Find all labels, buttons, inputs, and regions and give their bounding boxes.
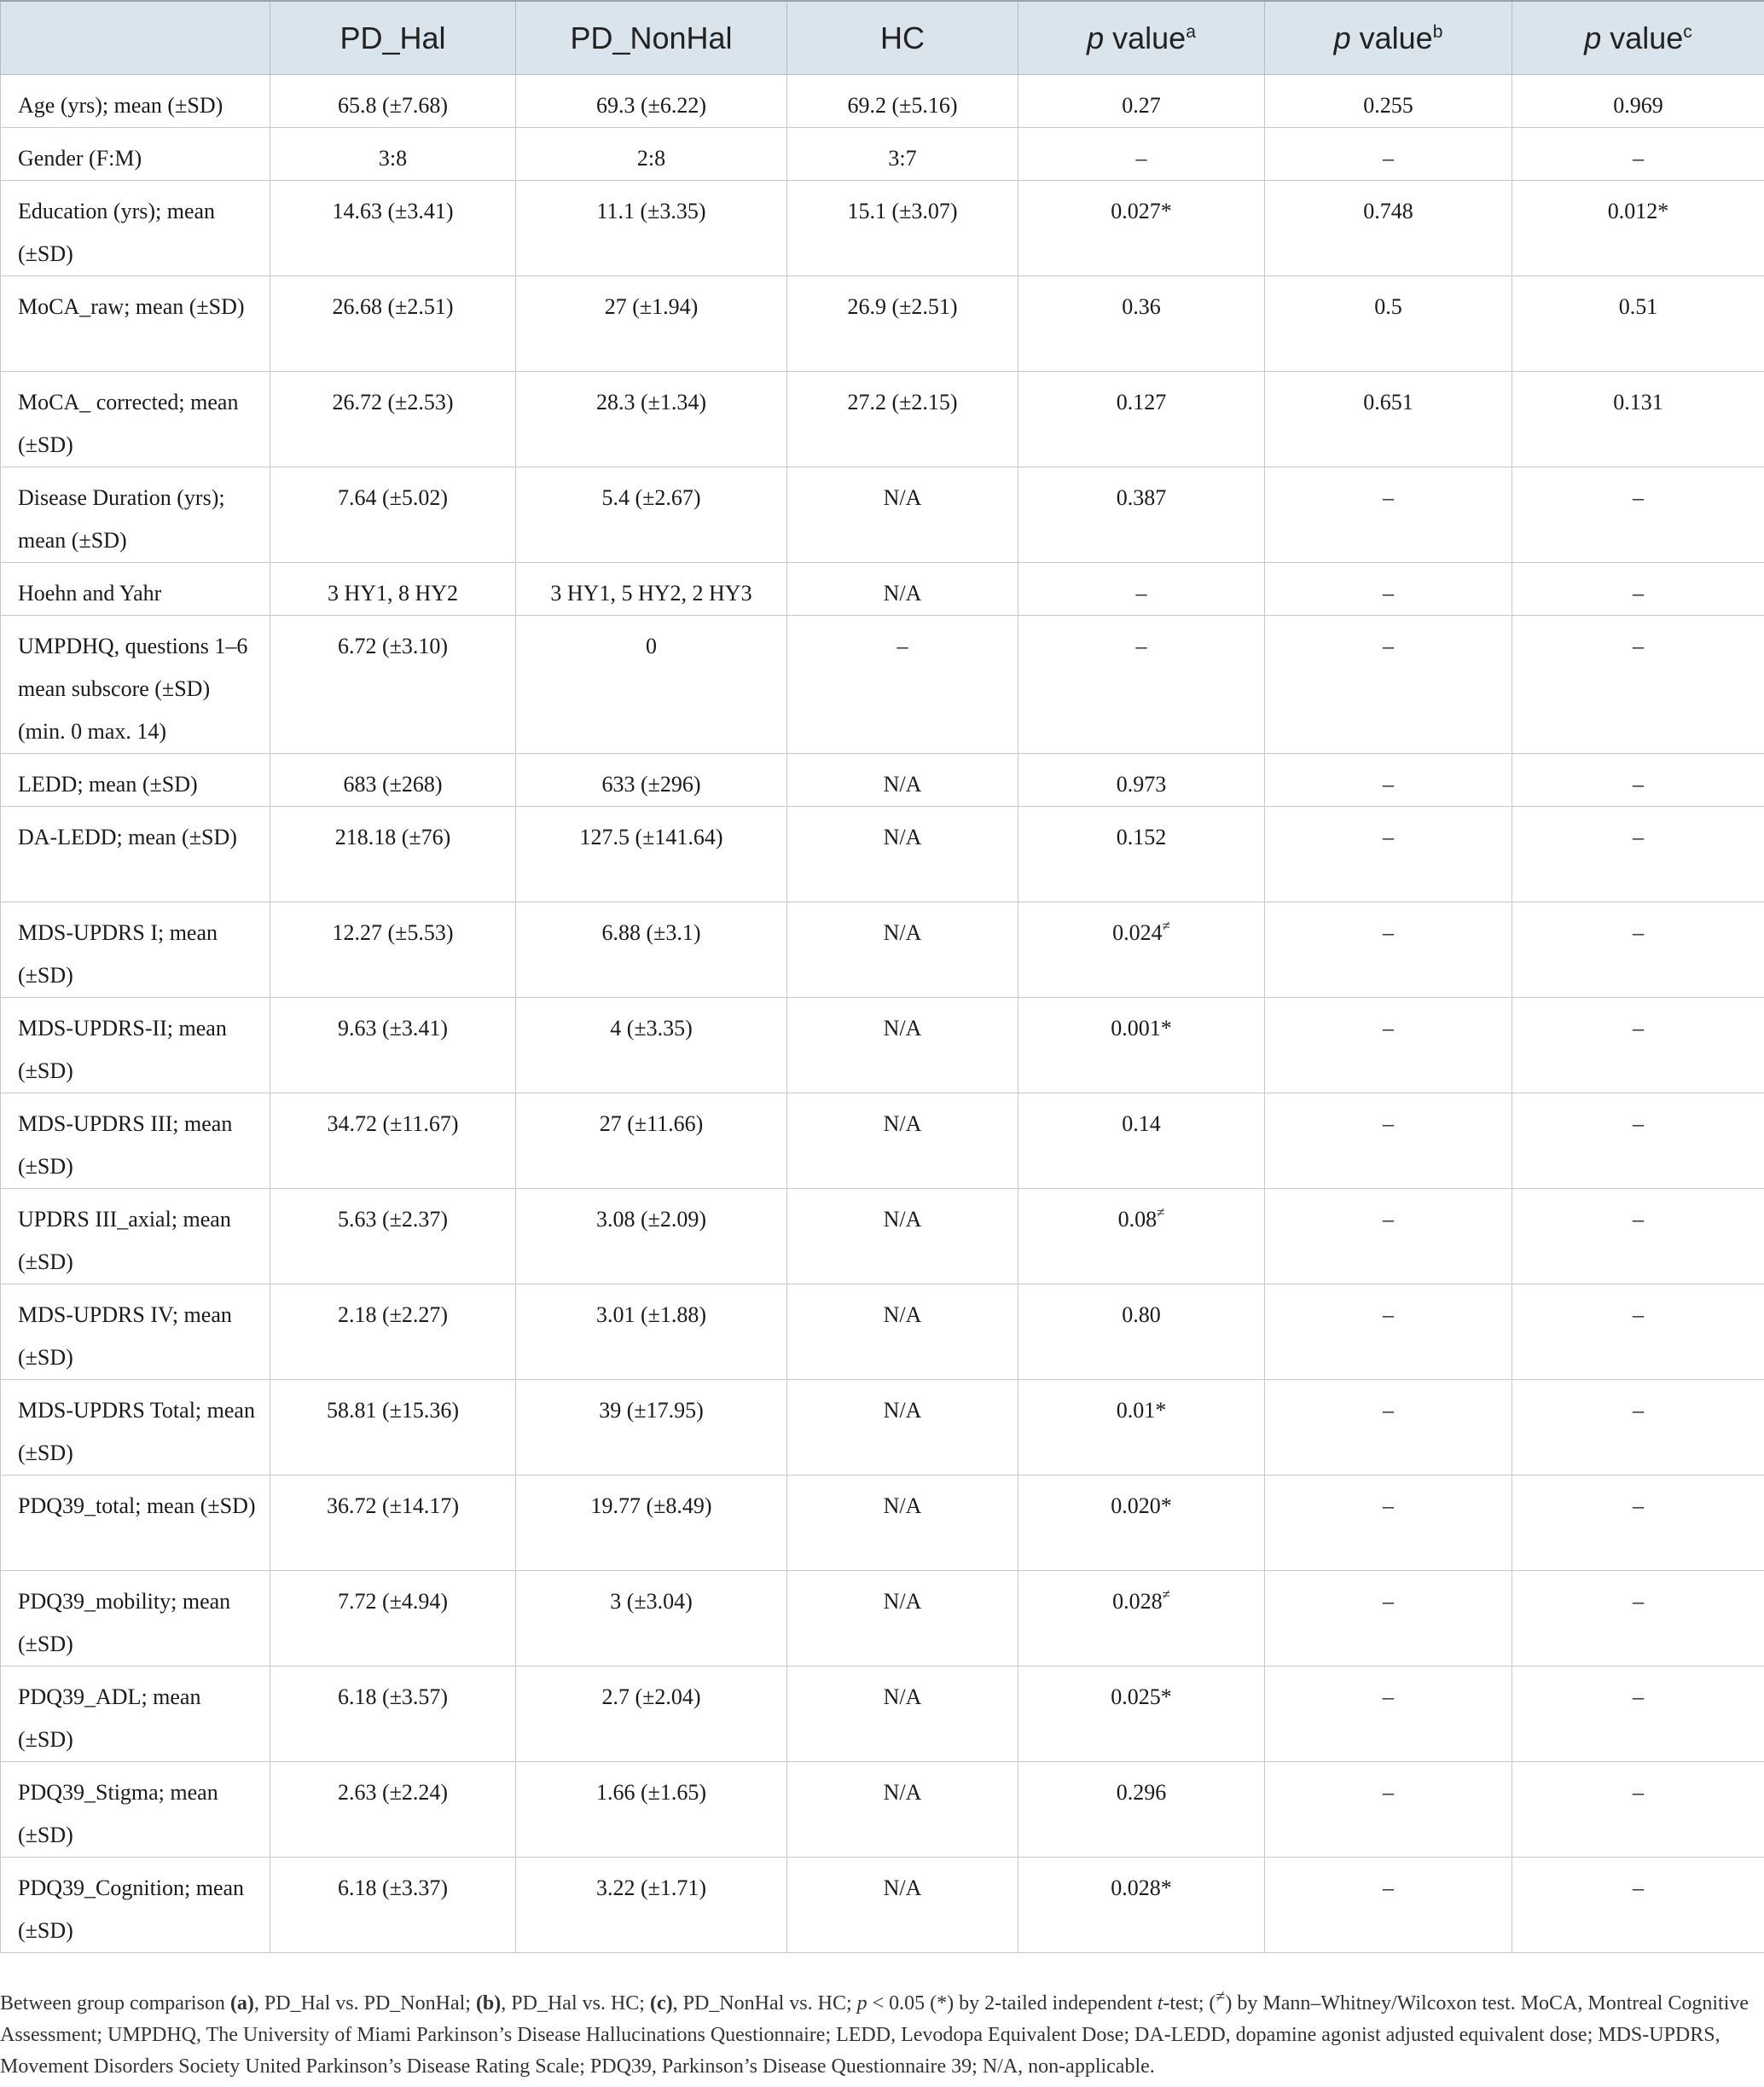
cell-hc: N/A	[787, 467, 1018, 563]
cell-p-value-b: –	[1265, 1284, 1512, 1380]
cell-p-value-a	[1018, 1762, 1265, 1858]
cell-p-value-b: 0.255	[1265, 75, 1512, 128]
cell-p-value-c: –	[1512, 616, 1764, 754]
cell-pd-hal: 58.81 (±15.36)	[270, 1380, 516, 1475]
p-value-a-text: 0.127	[1116, 390, 1167, 415]
p-value-a-mark: ≠	[1162, 918, 1170, 934]
table-row	[1, 563, 1764, 616]
cell-p-value-c: –	[1512, 128, 1764, 181]
table-row	[1, 1858, 1764, 1953]
cell-p-value-a	[1018, 276, 1265, 372]
cell-hc: 15.1 (±3.07)	[787, 181, 1018, 276]
cell-pd-hal: 2.18 (±2.27)	[270, 1284, 516, 1380]
cell-p-value-a	[1018, 1380, 1265, 1475]
footnote-p-italic: p	[856, 1992, 867, 2015]
cell-pd-hal: 26.72 (±2.53)	[270, 372, 516, 467]
table-row	[1, 1380, 1764, 1475]
cell-pd-hal: 2.63 (±2.24)	[270, 1762, 516, 1858]
footnote-text: , PD_Hal vs. HC;	[501, 1992, 650, 2015]
p-value-a-text: 0.020*	[1111, 1493, 1172, 1518]
cell-pd-nonhal: 2.7 (±2.04)	[516, 1667, 787, 1762]
table-row	[1, 276, 1764, 372]
cell-hc: –	[787, 616, 1018, 754]
cell-p-value-a	[1018, 807, 1265, 902]
row-label: Education (yrs); mean (±SD)	[1, 181, 270, 276]
cell-p-value-a	[1018, 1667, 1265, 1762]
cell-p-value-a	[1018, 998, 1265, 1093]
cell-p-value-c: –	[1512, 902, 1764, 998]
p-value-a-text: 0.024	[1112, 920, 1163, 945]
cell-hc: N/A	[787, 1475, 1018, 1571]
header-p-italic: p	[1333, 20, 1351, 55]
cell-pd-nonhal: 3.22 (±1.71)	[516, 1858, 787, 1953]
cell-p-value-b: 0.748	[1265, 181, 1512, 276]
footnote-text: Between group comparison	[0, 1992, 230, 2015]
cell-p-value-b: –	[1265, 1475, 1512, 1571]
cell-p-value-a	[1018, 616, 1265, 754]
cell-p-value-a	[1018, 1858, 1265, 1953]
p-value-a-text: 0.028	[1112, 1589, 1163, 1614]
cell-pd-hal: 683 (±268)	[270, 754, 516, 807]
table-row	[1, 467, 1764, 563]
cell-p-value-b: 0.5	[1265, 276, 1512, 372]
table-row	[1, 181, 1764, 276]
cell-p-value-a	[1018, 372, 1265, 467]
cell-p-value-c: –	[1512, 1762, 1764, 1858]
cell-p-value-c: –	[1512, 467, 1764, 563]
cell-pd-nonhal: 27 (±11.66)	[516, 1093, 787, 1189]
row-label: PDQ39_total; mean (±SD)	[1, 1475, 270, 1571]
cell-p-value-b: –	[1265, 1380, 1512, 1475]
p-value-a-text: 0.80	[1122, 1302, 1161, 1327]
cell-pd-nonhal: 19.77 (±8.49)	[516, 1475, 787, 1571]
header-pd-nonhal: PD_NonHal	[516, 1, 787, 75]
cell-p-value-c: –	[1512, 1093, 1764, 1189]
footnote-text: , PD_NonHal vs. HC;	[672, 1992, 857, 2015]
p-value-a-text: 0.08	[1117, 1207, 1158, 1232]
cell-pd-hal: 9.63 (±3.41)	[270, 998, 516, 1093]
cell-p-value-a	[1018, 754, 1265, 807]
cell-pd-nonhal: 6.88 (±3.1)	[516, 902, 787, 998]
row-label: Gender (F:M)	[1, 128, 270, 181]
footnote-text: -test; (	[1163, 1992, 1216, 2015]
cell-p-value-a	[1018, 1189, 1265, 1284]
cell-p-value-c: 0.131	[1512, 372, 1764, 467]
cell-hc: N/A	[787, 1571, 1018, 1667]
cell-pd-nonhal: 3 HY1, 5 HY2, 2 HY3	[516, 563, 787, 616]
cell-pd-hal: 5.63 (±2.37)	[270, 1189, 516, 1284]
cell-p-value-b: –	[1265, 1667, 1512, 1762]
p-value-a-mark: ≠	[1162, 1586, 1170, 1603]
table-row	[1, 128, 1764, 181]
cell-hc: N/A	[787, 998, 1018, 1093]
footnote-t-italic: t	[1157, 1992, 1163, 2015]
footnote-text: ) by Mann–Whitney/Wilcoxon test. MoCA, Montreal Cognitive Assessment; UMPDHQ, The University of Miami Parkinson’s Disease Hallucinations Questionnaire; LEDD, Levodopa Equivalent Dose; DA-LEDD, dopamine agonist adjusted equivalent dose; MDS-UPDRS, Movement Disorders Society United Parkinson’s Disease Rating Scale; PDQ39, Parkinson’s Disease Questionnaire 39; N/A, non-applicable.	[0, 1992, 1749, 2078]
cell-pd-nonhal: 5.4 (±2.67)	[516, 467, 787, 563]
p-value-a-text: 0.973	[1116, 772, 1167, 797]
header-stub	[1, 1, 270, 75]
cell-p-value-c: –	[1512, 1284, 1764, 1380]
header-row	[1, 1, 1764, 75]
cell-pd-hal: 34.72 (±11.67)	[270, 1093, 516, 1189]
cell-p-value-c: 0.969	[1512, 75, 1764, 128]
footnote-label-a: (a)	[229, 1992, 254, 2015]
cell-hc: N/A	[787, 1093, 1018, 1189]
table-row	[1, 1189, 1764, 1284]
cell-pd-hal: 14.63 (±3.41)	[270, 181, 516, 276]
cell-hc: N/A	[787, 807, 1018, 902]
p-value-a-text: –	[1135, 581, 1147, 606]
cell-pd-hal: 7.64 (±5.02)	[270, 467, 516, 563]
header-p-value-b	[1265, 1, 1512, 75]
p-value-a-text: 0.025*	[1111, 1684, 1172, 1709]
row-label: DA-LEDD; mean (±SD)	[1, 807, 270, 902]
table-row	[1, 807, 1764, 902]
row-label: MDS-UPDRS Total; mean (±SD)	[1, 1380, 270, 1475]
cell-p-value-c: –	[1512, 807, 1764, 902]
row-label: PDQ39_mobility; mean (±SD)	[1, 1571, 270, 1667]
row-label: UMPDHQ, questions 1–6 mean subscore (±SD) (min. 0 max. 14)	[1, 616, 270, 754]
header-pd-hal: PD_Hal	[270, 1, 516, 75]
cell-hc: N/A	[787, 1762, 1018, 1858]
row-label: Hoehn and Yahr	[1, 563, 270, 616]
table-row	[1, 616, 1764, 754]
cell-hc: N/A	[787, 902, 1018, 998]
row-label: LEDD; mean (±SD)	[1, 754, 270, 807]
header-sup-b: b	[1432, 21, 1443, 42]
cell-hc: 26.9 (±2.51)	[787, 276, 1018, 372]
cell-pd-hal: 3:8	[270, 128, 516, 181]
cell-pd-hal: 6.18 (±3.37)	[270, 1858, 516, 1953]
table-row	[1, 1093, 1764, 1189]
row-label: MoCA_raw; mean (±SD)	[1, 276, 270, 372]
row-label: MDS-UPDRS IV; mean (±SD)	[1, 1284, 270, 1380]
row-label: PDQ39_Cognition; mean (±SD)	[1, 1858, 270, 1953]
table-row	[1, 998, 1764, 1093]
cell-pd-nonhal: 3.08 (±2.09)	[516, 1189, 787, 1284]
cell-p-value-b: –	[1265, 754, 1512, 807]
cell-p-value-c: –	[1512, 1571, 1764, 1667]
table-row	[1, 1475, 1764, 1571]
table-row	[1, 1571, 1764, 1667]
row-label: Age (yrs); mean (±SD)	[1, 75, 270, 128]
footnote-text: , PD_Hal vs. PD_NonHal;	[253, 1992, 476, 2015]
header-p-value-a	[1018, 1, 1265, 75]
cell-hc: N/A	[787, 563, 1018, 616]
row-label: MDS-UPDRS I; mean (±SD)	[1, 902, 270, 998]
cell-pd-hal: 6.18 (±3.57)	[270, 1667, 516, 1762]
cell-p-value-b: –	[1265, 128, 1512, 181]
row-label: MDS-UPDRS-II; mean (±SD)	[1, 998, 270, 1093]
header-hc: HC	[787, 1, 1018, 75]
p-value-a-text: 0.296	[1116, 1780, 1167, 1805]
cell-p-value-b: –	[1265, 998, 1512, 1093]
cell-p-value-c: –	[1512, 563, 1764, 616]
footnote-label-c: (c)	[649, 1992, 673, 2015]
cell-hc: N/A	[787, 1380, 1018, 1475]
p-value-a-text: 0.387	[1116, 485, 1167, 510]
cell-pd-nonhal: 127.5 (±141.64)	[516, 807, 787, 902]
cell-p-value-b: 0.651	[1265, 372, 1512, 467]
row-label: UPDRS III_axial; mean (±SD)	[1, 1189, 270, 1284]
cell-hc: N/A	[787, 1189, 1018, 1284]
cell-p-value-a	[1018, 75, 1265, 128]
cell-pd-hal: 3 HY1, 8 HY2	[270, 563, 516, 616]
p-value-a-text: 0.27	[1122, 93, 1161, 118]
cell-p-value-c: –	[1512, 1189, 1764, 1284]
cell-pd-nonhal: 0	[516, 616, 787, 754]
p-value-a-text: 0.028*	[1111, 1875, 1172, 1900]
cell-p-value-a	[1018, 1284, 1265, 1380]
cell-pd-nonhal: 28.3 (±1.34)	[516, 372, 787, 467]
cell-hc: N/A	[787, 1284, 1018, 1380]
row-label: Disease Duration (yrs); mean (±SD)	[1, 467, 270, 563]
cell-pd-nonhal: 3 (±3.04)	[516, 1571, 787, 1667]
cell-pd-nonhal: 69.3 (±6.22)	[516, 75, 787, 128]
header-p-italic: p	[1087, 20, 1105, 55]
cell-hc: 27.2 (±2.15)	[787, 372, 1018, 467]
cell-p-value-a	[1018, 1571, 1265, 1667]
cell-pd-hal: 7.72 (±4.94)	[270, 1571, 516, 1667]
header-p-value-c	[1512, 1, 1764, 75]
cell-p-value-b: –	[1265, 807, 1512, 902]
cell-p-value-b: –	[1265, 902, 1512, 998]
cell-p-value-a	[1018, 563, 1265, 616]
cell-pd-hal: 65.8 (±7.68)	[270, 75, 516, 128]
cell-p-value-a	[1018, 128, 1265, 181]
p-value-a-text: 0.36	[1122, 294, 1161, 319]
row-label: PDQ39_Stigma; mean (±SD)	[1, 1762, 270, 1858]
cell-p-value-b: –	[1265, 1762, 1512, 1858]
cell-p-value-c: –	[1512, 1667, 1764, 1762]
cell-p-value-b: –	[1265, 1571, 1512, 1667]
header-p-italic: p	[1584, 20, 1602, 55]
cell-pd-nonhal: 4 (±3.35)	[516, 998, 787, 1093]
cell-pd-nonhal: 11.1 (±3.35)	[516, 181, 787, 276]
p-value-a-text: –	[1135, 634, 1147, 658]
p-value-a-text: 0.001*	[1111, 1016, 1172, 1041]
cell-pd-hal: 12.27 (±5.53)	[270, 902, 516, 998]
table-row	[1, 1667, 1764, 1762]
cell-pd-nonhal: 633 (±296)	[516, 754, 787, 807]
p-value-a-text: 0.01*	[1116, 1398, 1167, 1423]
cell-p-value-c: 0.012*	[1512, 181, 1764, 276]
p-value-a-mark: ≠	[1157, 1204, 1165, 1220]
cell-p-value-c: –	[1512, 1380, 1764, 1475]
cell-p-value-c: 0.51	[1512, 276, 1764, 372]
cell-pd-nonhal: 27 (±1.94)	[516, 276, 787, 372]
cell-p-value-c: –	[1512, 1858, 1764, 1953]
cell-p-value-a	[1018, 902, 1265, 998]
cell-pd-nonhal: 3.01 (±1.88)	[516, 1284, 787, 1380]
row-label: PDQ39_ADL; mean (±SD)	[1, 1667, 270, 1762]
cell-p-value-b: –	[1265, 1093, 1512, 1189]
cell-hc: 69.2 (±5.16)	[787, 75, 1018, 128]
header-p-word: value	[1350, 20, 1433, 55]
footnote-text: < 0.05 (*) by 2-tailed independent	[867, 1992, 1158, 2015]
cell-pd-nonhal: 39 (±17.95)	[516, 1380, 787, 1475]
cell-p-value-c: –	[1512, 1475, 1764, 1571]
table-row	[1, 1284, 1764, 1380]
cell-hc: N/A	[787, 1667, 1018, 1762]
row-label: MoCA_ corrected; mean (±SD)	[1, 372, 270, 467]
cell-pd-hal: 36.72 (±14.17)	[270, 1475, 516, 1571]
footnote-label-b: (b)	[475, 1992, 502, 2015]
header-sup-c: c	[1683, 21, 1692, 42]
cell-p-value-a	[1018, 181, 1265, 276]
table-row	[1, 372, 1764, 467]
table-body	[1, 75, 1764, 1953]
p-value-a-text: 0.14	[1122, 1111, 1161, 1136]
cell-p-value-c: –	[1512, 998, 1764, 1093]
row-label: MDS-UPDRS III; mean (±SD)	[1, 1093, 270, 1189]
cell-p-value-c: –	[1512, 754, 1764, 807]
cell-p-value-a	[1018, 1093, 1265, 1189]
cell-p-value-b: –	[1265, 616, 1512, 754]
cell-p-value-a	[1018, 467, 1265, 563]
table-footnote	[0, 1981, 1757, 2083]
p-value-a-text: 0.027*	[1111, 199, 1172, 223]
header-p-word: value	[1601, 20, 1684, 55]
header-sup-a: a	[1186, 21, 1196, 42]
footnote-neq-mark: ≠	[1216, 1987, 1226, 2006]
cell-pd-nonhal: 1.66 (±1.65)	[516, 1762, 787, 1858]
cell-pd-hal: 218.18 (±76)	[270, 807, 516, 902]
cell-pd-nonhal: 2:8	[516, 128, 787, 181]
cell-p-value-b: –	[1265, 1858, 1512, 1953]
cell-pd-hal: 26.68 (±2.51)	[270, 276, 516, 372]
header-p-word: value	[1104, 20, 1187, 55]
p-value-a-text: –	[1135, 146, 1147, 171]
cell-pd-hal: 6.72 (±3.10)	[270, 616, 516, 754]
cell-p-value-b: –	[1265, 563, 1512, 616]
p-value-a-text: 0.152	[1116, 825, 1167, 849]
table-row	[1, 1762, 1764, 1858]
cell-p-value-b: –	[1265, 1189, 1512, 1284]
table-row	[1, 75, 1764, 128]
cell-hc: 3:7	[787, 128, 1018, 181]
cell-hc: N/A	[787, 754, 1018, 807]
table-row	[1, 902, 1764, 998]
table-row	[1, 754, 1764, 807]
cell-p-value-b: –	[1265, 467, 1512, 563]
cell-p-value-a	[1018, 1475, 1265, 1571]
cell-hc: N/A	[787, 1858, 1018, 1953]
